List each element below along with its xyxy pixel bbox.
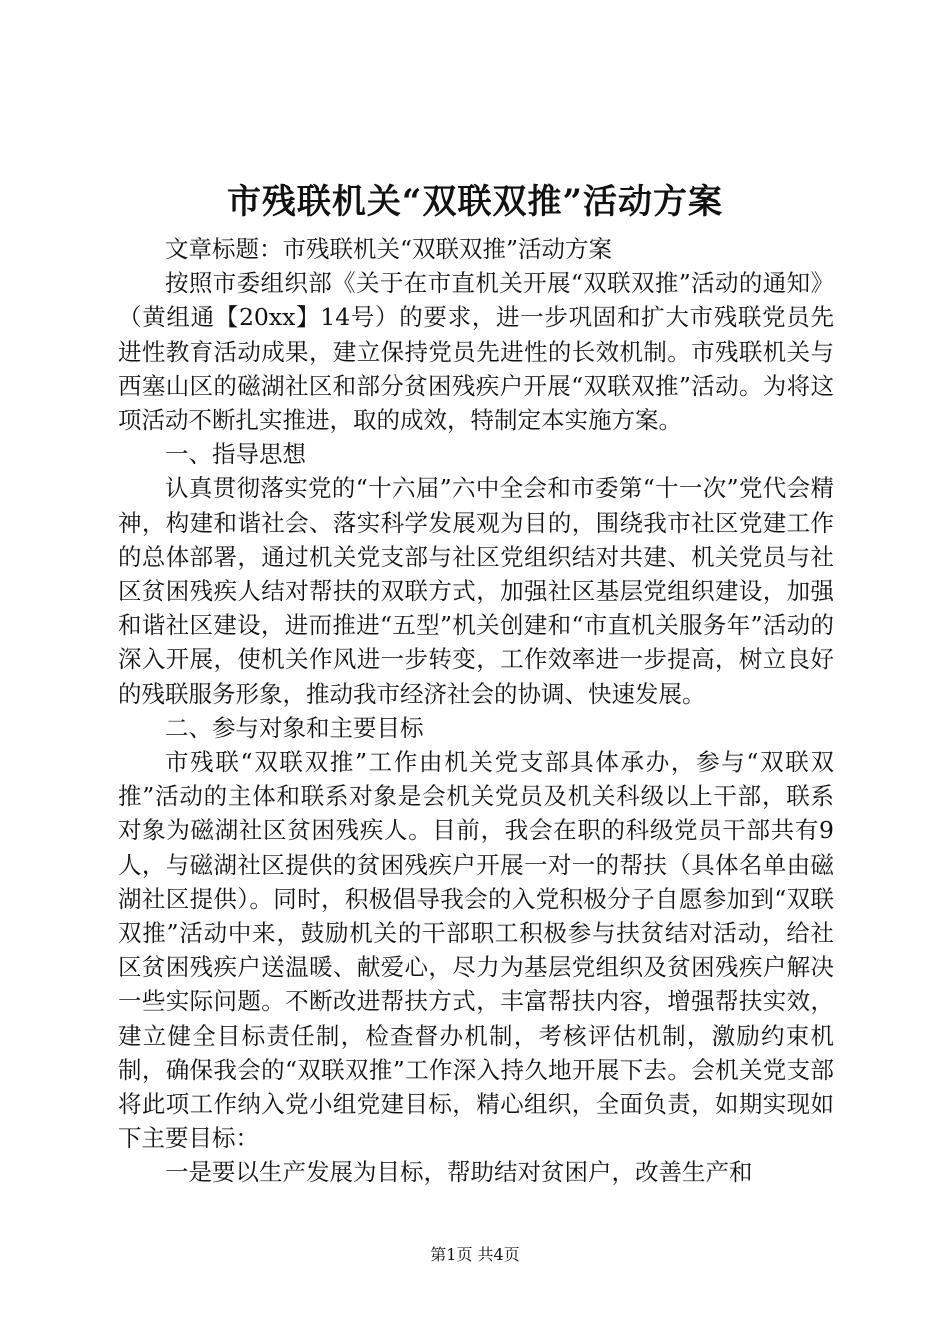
document-body: [118, 232, 834, 1190]
intro-paragraph: 按照市委组织部《关于在市直机关开展“双联双推”活动的通知》（黄组通【20xx】14号）的要求，进一步巩固和扩大市残联党员先进性教育活动成果，建立保持党员先进性的长效机制。市残联机关与西塞山区的磁湖社区和部分贫困残疾户开展“双联双推”活动。为将这项活动不断扎实推进，取的成效，特制定本实施方案。: [118, 269, 834, 435]
page-footer: 第1页 共4页: [430, 1245, 520, 1264]
participants-goals-paragraph: 市残联“双联双推”工作由机关党支部具体承办，参与“双联双推”活动的主体和联系对象是会机关党员及机关科级以上干部，联系对象为磁湖社区贫困残疾人。目前，我会在职的科级党员干部共有9人，与磁湖社区提供的贫困残疾户开展一对一的帮扶（具体名单由磁湖社区提供）。同时，积极倡导我会的入党积极分子自愿参加到“双联双推”活动中来，鼓励机关的干部职工积极参与扶贫结对活动，给社区贫困残疾户送温暖、献爱心，尽力为基层党组织及贫困残疾户解决一些实际问题。不断改进帮扶方式，丰富帮扶内容，增强帮扶实效，建立健全目标责任制，检查督办机制，考核评估机制，激励约束机制，确保我会的“双联双推”工作深入持久地开展下去。会机关党支部将此项工作纳入党小组党建目标，精心组织，全面负责，如期实现如下主要目标：: [118, 748, 834, 1153]
guiding-thought-paragraph: 认真贯彻落实党的“十六届”六中全会和市委第“十一次”党代会精神，构建和谐社会、落实科学发展观为目的，围绕我市社区党建工作的总体部署，通过机关党支部与社区党组织结对共建、机关党员与社区贫困残疾人结对帮扶的双联方式，加强社区基层党组织建设，加强和谐社区建设，进而推进“五型”机关创建和“市直机关服务年”活动的深入开展，使机关作风进一步转变，工作效率进一步提高，树立良好的残联服务形象，推动我市经济社会的协调、快速发展。: [118, 474, 834, 708]
goal-one-paragraph: 一是要以生产发展为目标，帮助结对贫困户，改善生产和: [165, 1158, 753, 1187]
section-heading-guiding-thought: 一、指导思想: [165, 440, 306, 469]
section-heading-participants-goals: 二、参与对象和主要目标: [165, 713, 424, 742]
document-title: 市残联机关“双联双推”活动方案: [226, 182, 724, 222]
article-title-line: 文章标题：市残联机关“双联双推”活动方案: [165, 235, 613, 263]
